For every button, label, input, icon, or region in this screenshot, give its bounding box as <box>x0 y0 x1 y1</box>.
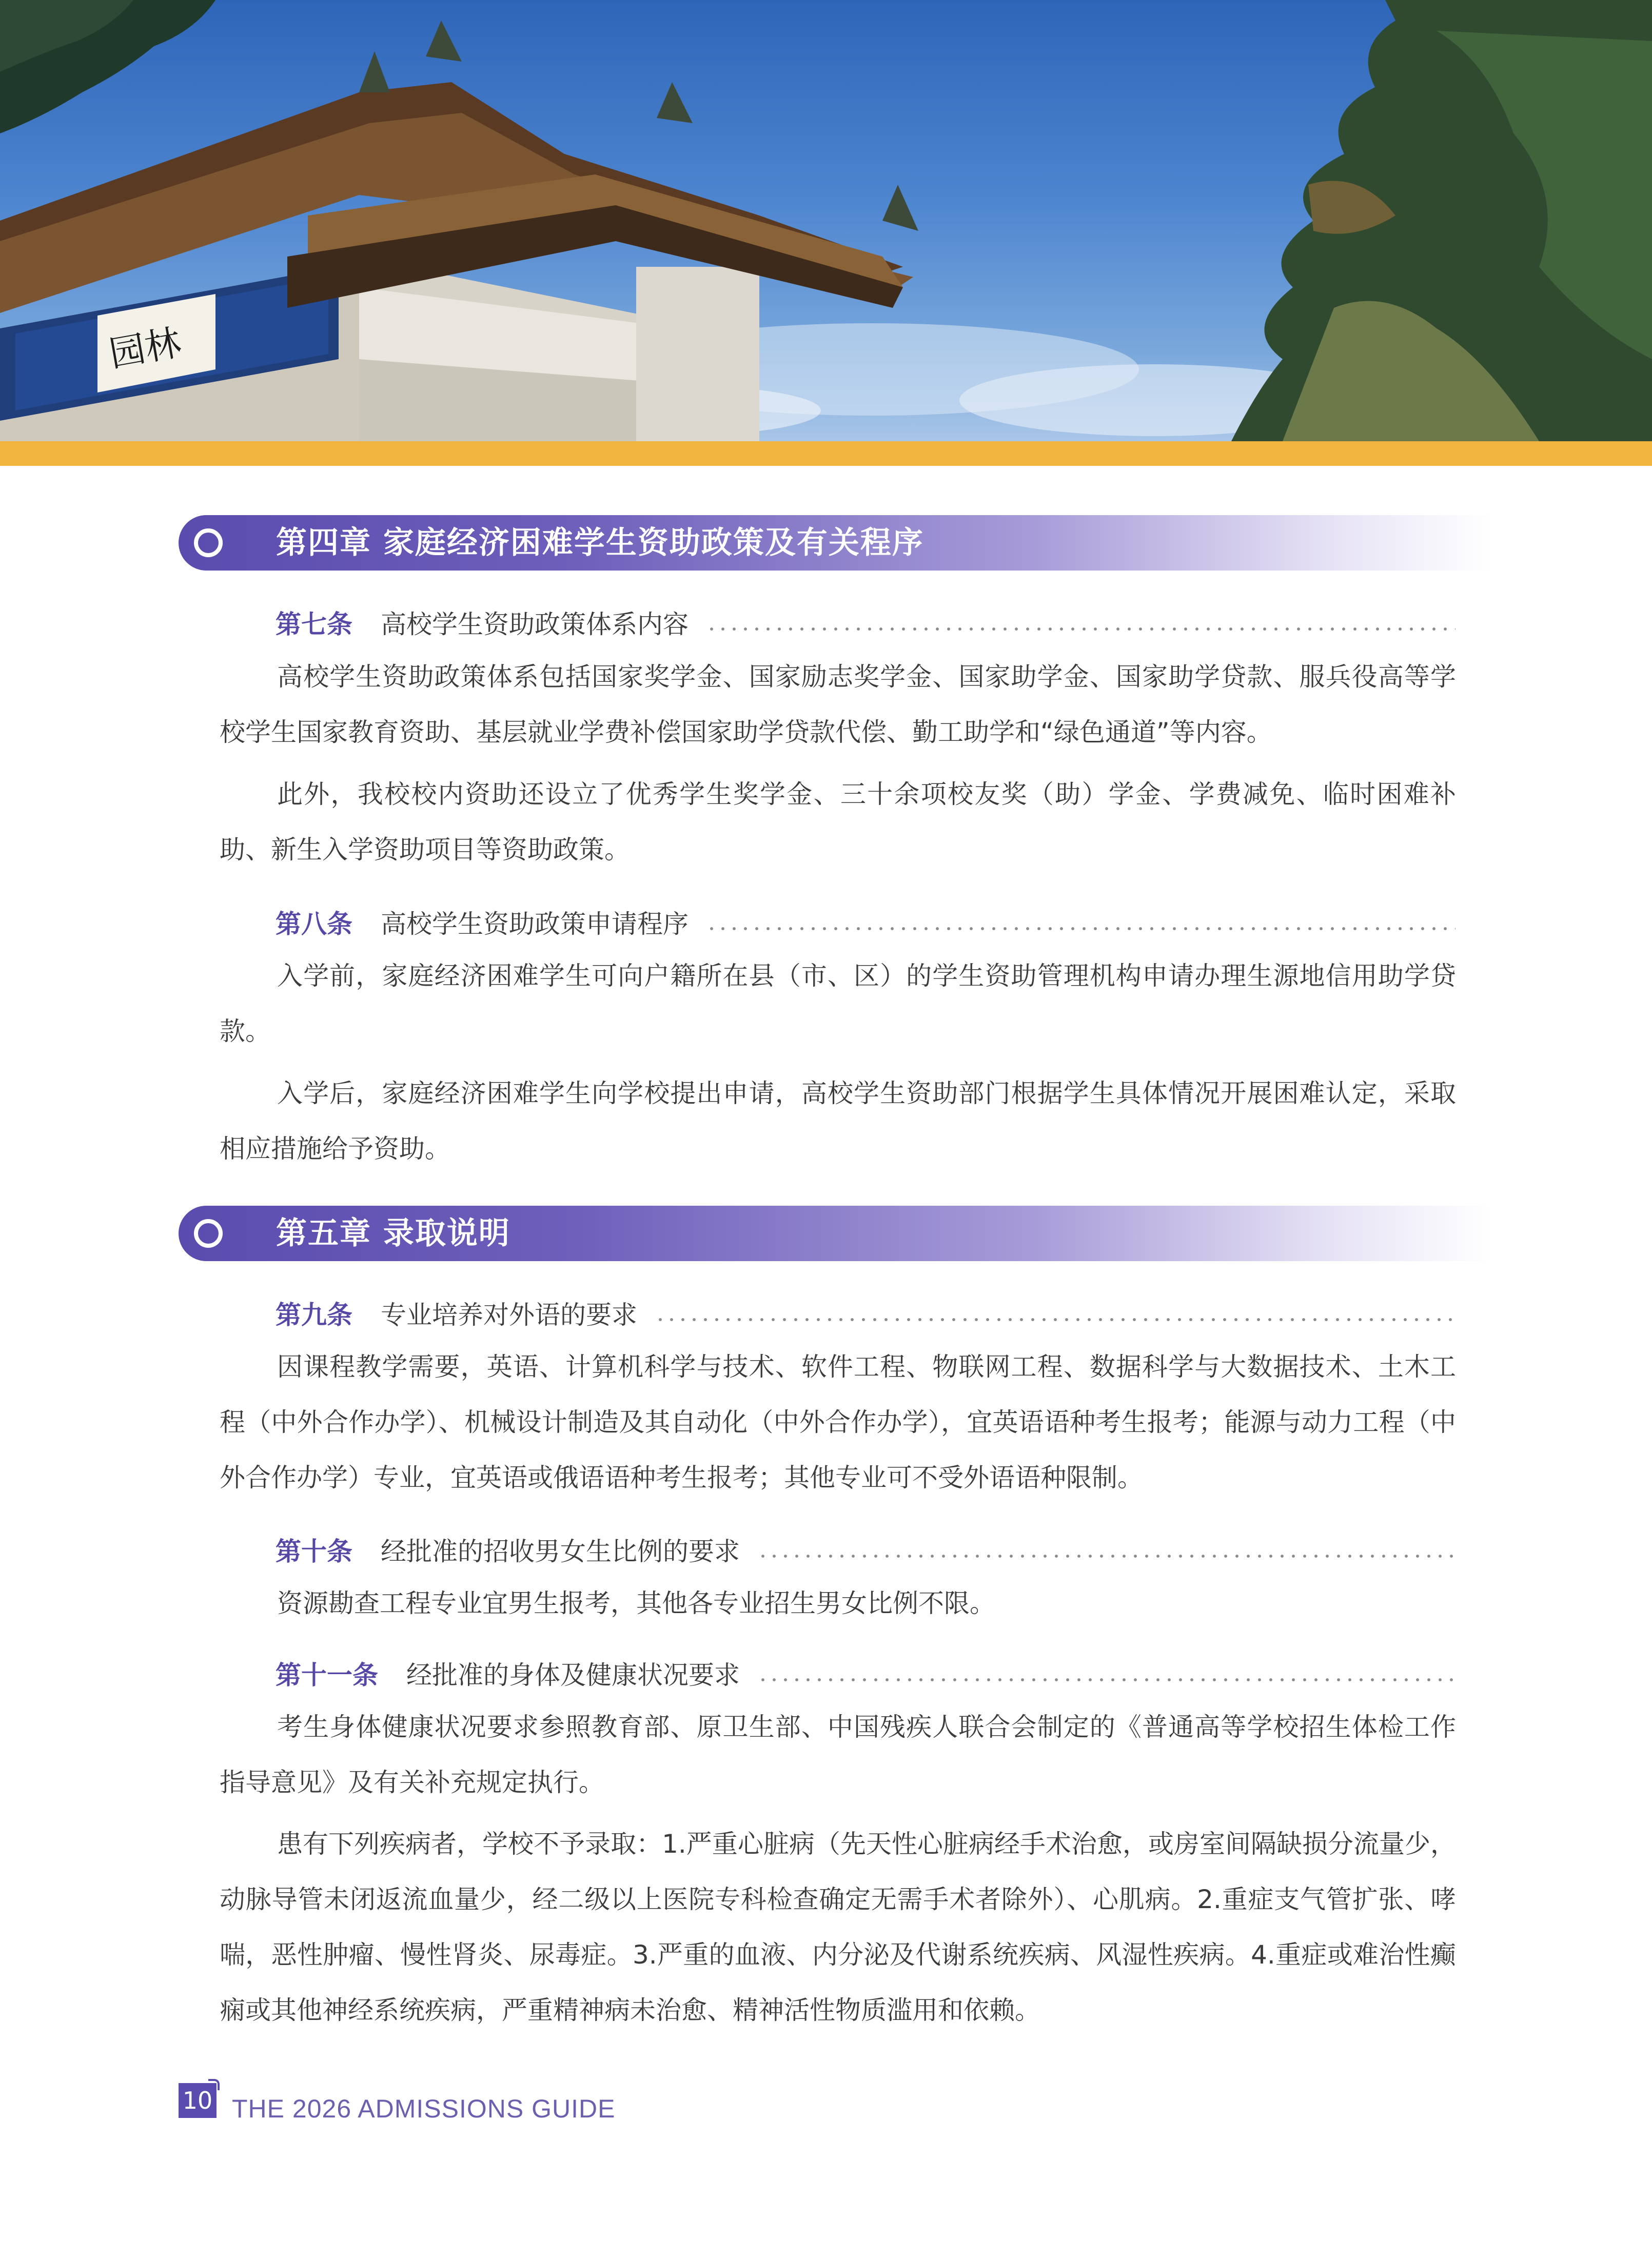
gate-photo-illustration <box>0 0 1652 441</box>
article-heading-7 <box>276 604 1456 640</box>
article-name: 经批准的招收男女生比例的要求 <box>381 1537 740 1566</box>
article-number: 第十条 <box>276 1537 352 1566</box>
dot-leader <box>757 1553 1456 1559</box>
dot-leader <box>706 626 1456 632</box>
gold-divider-band <box>0 441 1652 466</box>
dot-leader <box>706 926 1456 932</box>
chapter-header-4 <box>179 515 1492 571</box>
paragraph: 此外，我校校内资助还设立了优秀学生奖学金、三十余项校友奖（助）学金、学费减免、临时困难补助、新生入学资助项目等资助政策。 <box>220 779 1456 865</box>
article-number: 第七条 <box>276 610 352 639</box>
article-number: 第八条 <box>276 909 352 939</box>
chapter-title: 第五章 录取说明 <box>276 1215 510 1251</box>
page-number: 10 <box>182 2087 213 2114</box>
article-number: 第九条 <box>276 1300 352 1330</box>
dot-leader <box>655 1317 1456 1323</box>
gate-plaque-text: 园林 <box>106 321 184 376</box>
paragraph: 入学前，家庭经济困难学生可向户籍所在县（市、区）的学生资助管理机构申请办理生源地信用助学贷款。 <box>220 961 1456 1046</box>
article-heading-11 <box>276 1655 1456 1691</box>
ring-bullet-icon <box>194 528 223 557</box>
chapter-title: 第四章 家庭经济困难学生资助政策及有关程序 <box>276 525 924 561</box>
paragraph: 考生身体健康状况要求参照教育部、原卫生部、中国残疾人联合会制定的《普通高等学校招生体检工作指导意见》及有关补充规定执行。 <box>220 1712 1456 1797</box>
paragraph: 高校学生资助政策体系包括国家奖学金、国家励志奖学金、国家助学金、国家助学贷款、服兵役高等学校学生国家教育资助、基层就业学费补偿国家助学贷款代偿、勤工助学和“绿色通道”等内容。 <box>220 662 1456 747</box>
article-name: 经批准的身体及健康状况要求 <box>406 1660 740 1690</box>
page-number-badge <box>179 2083 217 2118</box>
paragraph: 因课程教学需要，英语、计算机科学与技术、软件工程、物联网工程、数据科学与大数据技术、土木工程（中外合作办学）、机械设计制造及其自动化（中外合作办学），宜英语语种考生报考；能源与动力工程（中外合作办学）专业，宜英语或俄语语种考生报考；其他专业可不受外语语种限制。 <box>220 1352 1456 1493</box>
hero-photo <box>0 0 1652 441</box>
paragraph: 资源勘查工程专业宜男生报考，其他各专业招生男女比例不限。 <box>277 1588 995 1618</box>
article-heading-10 <box>276 1532 1456 1567</box>
page-corner-icon <box>208 2079 220 2090</box>
chapter-header-5 <box>179 1206 1492 1261</box>
article-heading-9 <box>276 1295 1456 1331</box>
article-heading-8 <box>276 904 1456 940</box>
article-number: 第十一条 <box>276 1660 378 1690</box>
paragraph: 患有下列疾病者，学校不予录取：1.严重心脏病（先天性心脏病经手术治愈，或房室间隔缺损分流量少，动脉导管未闭返流血量少，经二级以上医院专科检查确定无需手术者除外）、心肌病。2.重症支气管扩张、哮喘，恶性肿瘤、慢性肾炎、尿毒症。3.严重的血液、内分泌及代谢系统疾病、风湿性疾病。4.重症或难治性癫痫或其他神经系统疾病，严重精神病未治愈、精神活性物质滥用和依赖。 <box>220 1829 1456 2025</box>
ring-bullet-icon <box>194 1219 223 1248</box>
article-name: 专业培养对外语的要求 <box>381 1300 637 1330</box>
article-name: 高校学生资助政策申请程序 <box>381 909 689 939</box>
dot-leader <box>757 1677 1456 1683</box>
paragraph: 入学后，家庭经济困难学生向学校提出申请，高校学生资助部门根据学生具体情况开展困难认定，采取相应措施给予资助。 <box>220 1078 1456 1164</box>
guide-title: THE 2026 ADMISSIONS GUIDE <box>232 2094 616 2123</box>
article-name: 高校学生资助政策体系内容 <box>381 610 689 639</box>
